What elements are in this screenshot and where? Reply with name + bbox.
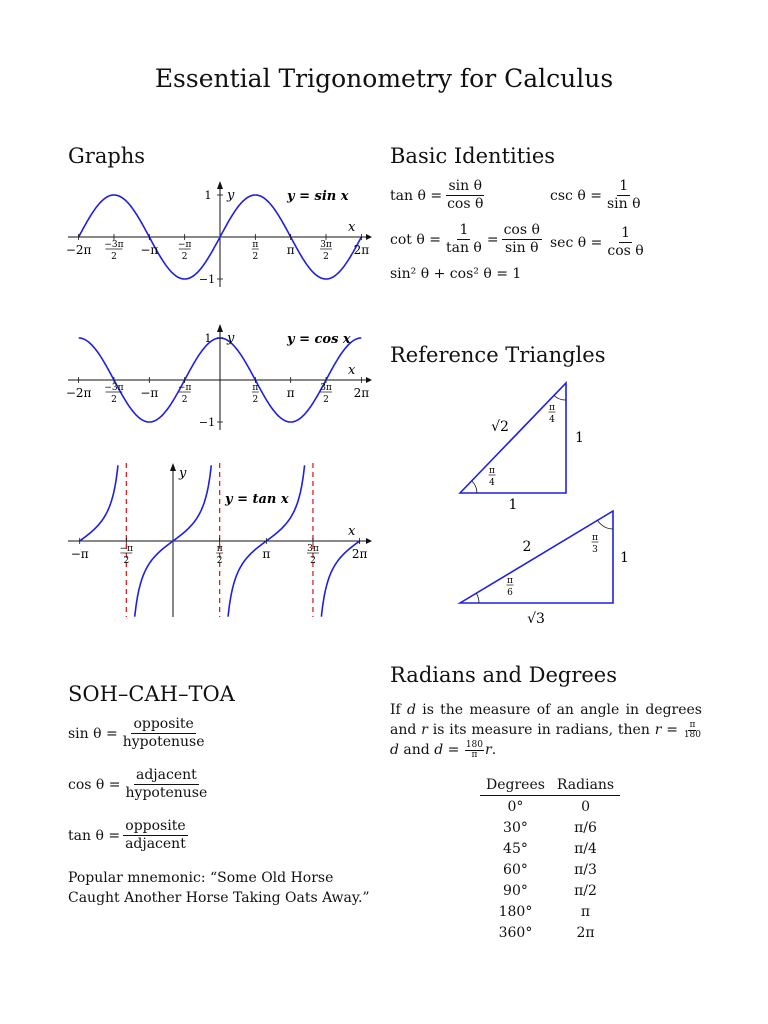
triangle-30-bottom-arc [476, 593, 479, 603]
conversion-table-wrap [480, 775, 620, 943]
triangle-45-45-90 [440, 375, 640, 513]
sin-y-var: y [227, 188, 235, 203]
angle-label [507, 576, 514, 598]
triangle-45-base: 1 [508, 497, 518, 513]
cot-num1: 1 [459, 222, 469, 238]
table-row [480, 859, 620, 880]
angle-label [592, 533, 599, 555]
triangle-30-bottom-angle [507, 576, 514, 598]
cos-tick-label-text: −π [140, 386, 159, 400]
sin-tick-label-text: π [286, 243, 295, 257]
soh-sin [68, 716, 209, 751]
cot-identity [390, 222, 545, 257]
triangle-45-bottom-arc [472, 481, 477, 493]
csc-num: 1 [619, 178, 629, 194]
sin-y-bottom-label: −1 [198, 273, 216, 286]
cos-tick-label-den: 2 [111, 395, 117, 405]
table-row [480, 922, 620, 943]
rad-formula-d: d [390, 742, 399, 758]
cos-tick-label [354, 386, 370, 400]
sin-tick-label-den: 2 [111, 252, 117, 262]
tangent-graph [60, 455, 380, 620]
tan-curve [80, 465, 118, 541]
page-title: Essential Trigonometry for Calculus [154, 64, 614, 93]
conversion-table [480, 775, 620, 943]
cos-tick-label [140, 386, 158, 400]
triangle-45-top-arc [554, 396, 566, 401]
sin-tick-label-den: 2 [252, 252, 259, 262]
angle-label-num: π [489, 466, 495, 476]
sin-function-label: y = sin x [287, 189, 349, 204]
degrees-cell: 90° [503, 882, 528, 899]
csc-lhs: csc θ = [550, 187, 602, 204]
tan-tick-label-den: 2 [310, 556, 316, 566]
soh-cos-lhs: cos θ = [68, 776, 121, 793]
sin-tick-label-num: −π [177, 240, 192, 250]
cos-tick-label-text: −2π [65, 386, 92, 400]
radians-cell: π/3 [574, 861, 597, 878]
triangle-30-vertical: 1 [620, 550, 629, 566]
triangle-30-shape [460, 511, 613, 603]
soh-cos [68, 767, 212, 802]
tan-tick-label-num: π [216, 544, 223, 554]
table-row [480, 796, 620, 818]
sin-tick-label-text: 2π [353, 243, 370, 257]
cos-tick-label-num: π [252, 383, 259, 393]
cot-eq: = [486, 231, 499, 248]
triangle-45-bottom-angle [489, 466, 496, 488]
degrees-cell: 0° [507, 798, 524, 815]
triangle-30-base: √3 [527, 611, 545, 627]
tan-lhs: tan θ = [390, 187, 443, 204]
cot-den2: sin θ [504, 240, 539, 256]
tan-function-label: y = tan x [225, 492, 289, 507]
angle-label [489, 466, 496, 488]
radians-cell: 0 [581, 798, 590, 815]
tan-x-arrow [366, 538, 372, 544]
table-row [480, 838, 620, 859]
sin-tick-label [252, 240, 259, 262]
degrees-cell: 45° [503, 840, 528, 857]
tan-tick-label-num: 3π [307, 544, 319, 554]
sin-tick-label [66, 243, 92, 257]
triangle-45-vertical: 1 [575, 430, 584, 446]
cos-y-bottom-label: −1 [198, 416, 216, 429]
tan-num: sin θ [448, 178, 483, 194]
soh-tan-lhs: tan θ = [68, 827, 121, 844]
sin-tick-label [140, 243, 158, 257]
soh-sin-num: opposite [133, 716, 194, 732]
soh-tan-den: adjacent [125, 836, 186, 852]
rad-text-3: is its measure in radians, then [427, 722, 655, 738]
rad-frac1-den: 180 [683, 729, 701, 740]
col-radians: Radians [551, 775, 620, 796]
radians-cell: π/4 [574, 840, 597, 857]
angle-label [549, 403, 556, 425]
radians-cell: π/2 [574, 882, 597, 899]
sec-den: cos θ [607, 243, 644, 259]
radians-cell: π/6 [574, 819, 597, 836]
sec-num: 1 [621, 225, 630, 241]
tan-den: cos θ [447, 196, 484, 212]
sin-y-top-label: 1 [204, 189, 212, 202]
tan-y-arrow [170, 463, 176, 471]
rad-formula-d2: d [434, 742, 444, 758]
cos-tick-label-num: −3π [104, 383, 124, 393]
angle-label-den: 4 [489, 478, 495, 488]
sin-x-arrow [366, 234, 372, 240]
csc-den: sin θ [606, 196, 641, 212]
cos-tick-label-den: 2 [252, 395, 259, 405]
tan-tick-label [262, 547, 270, 561]
soh-heading: SOH–CAH–TOA [68, 682, 235, 706]
angle-label-num: π [507, 576, 513, 586]
cot-lhs: cot θ = [390, 231, 441, 248]
soh-cos-num: adjacent [136, 767, 197, 783]
sin-tick-label-text: −π [140, 243, 159, 257]
rad-formula-r2: r [485, 742, 492, 758]
cos-tick-label-den: 2 [181, 395, 188, 405]
soh-sin-lhs: sin θ = [68, 725, 118, 742]
tan-tick-label-text: −π [70, 547, 89, 561]
cos-y-top-label: 1 [204, 332, 212, 345]
table-row [480, 901, 620, 922]
col-degrees: Degrees [480, 775, 551, 796]
graphs-heading: Graphs [68, 144, 146, 168]
cos-x-arrow [366, 377, 372, 383]
rad-frac1-num: π [689, 719, 696, 730]
triangle-45-shape [460, 383, 566, 493]
cos-tick-label [320, 383, 332, 405]
sin-tick-label-den: 2 [323, 252, 329, 262]
radians-paragraph [390, 700, 702, 760]
tan-tick-label-text: 2π [351, 547, 368, 561]
cosine-graph [60, 318, 380, 438]
sine-graph [60, 175, 380, 295]
soh-cos-den: hypotenuse [125, 785, 208, 801]
rad-eq-1: = [661, 722, 683, 738]
sin-tick-label [354, 243, 370, 257]
sin-tick-label-num: 3π [320, 240, 332, 250]
triangle-30-hyp: 2 [522, 539, 532, 555]
sec-identity [550, 225, 649, 260]
sin-tick-label-num: π [252, 240, 259, 250]
rad-frac2-num: 180 [465, 739, 483, 750]
tan-tick-label-num: −π [119, 544, 134, 554]
soh-tan-num: opposite [125, 818, 186, 834]
degrees-cell: 60° [503, 861, 528, 878]
mnemonic: Popular mnemonic: “Some Old Horse Caught Another Horse Taking Oats Away.” [68, 870, 370, 906]
rad-eq-2: = [443, 742, 464, 758]
tan-tick-label [352, 547, 368, 561]
tan-identity [390, 178, 488, 213]
sin-tick-label [104, 240, 123, 262]
triangle-45-top-angle [549, 403, 556, 425]
identities-heading: Basic Identities [390, 144, 556, 168]
triangles-heading: Reference Triangles [390, 343, 606, 367]
rad-text-4: and [398, 742, 435, 758]
cos-y-var: y [227, 331, 235, 346]
tan-x-var: x [348, 524, 356, 539]
radians-cell: π [580, 903, 591, 920]
rad-frac2-den: π [471, 749, 478, 760]
degrees-cell: 180° [498, 903, 533, 920]
rad-var-r: r [421, 722, 428, 738]
angle-label-num: π [549, 403, 555, 413]
triangle-45-hyp: √2 [491, 419, 509, 435]
csc-identity [550, 178, 646, 213]
cos-y-arrow [217, 324, 223, 332]
tan-y-var: y [179, 466, 187, 481]
sin-y-arrow [217, 181, 223, 189]
cos-tick-label-num: −π [177, 383, 192, 393]
tan-tick-label-den: 2 [216, 556, 223, 566]
radians-cell: 2π [576, 924, 595, 941]
cos-function-label: y = cos x [287, 332, 351, 347]
table-row [480, 817, 620, 838]
rad-text-2: is the measure of an angle in degrees and [390, 702, 702, 738]
rad-text-5: . [491, 742, 497, 758]
rad-var-d: d [406, 702, 416, 718]
sin-tick-label-num: −3π [104, 240, 124, 250]
rad-formula-r: r [654, 722, 662, 738]
rad-text-1: If [390, 702, 407, 718]
triangle-30-60-90 [440, 503, 640, 628]
cos-tick-label [252, 383, 259, 405]
angle-label-num: π [592, 533, 598, 543]
radians-heading: Radians and Degrees [390, 663, 618, 687]
triangle-30-top-angle [592, 533, 599, 555]
cos-tick-label-text: π [286, 386, 295, 400]
sin-tick-label-den: 2 [181, 252, 188, 262]
tan-tick-label [71, 547, 89, 561]
tan-tick-label-text: π [262, 547, 271, 561]
pythagorean-identity: sin² θ + cos² θ = 1 [390, 266, 522, 282]
cot-den1: tan θ [445, 240, 482, 256]
cos-tick-label-den: 2 [323, 395, 329, 405]
degrees-cell: 30° [503, 819, 528, 836]
angle-label-den: 4 [549, 415, 555, 425]
angle-label-den: 6 [507, 588, 513, 598]
sin-tick-label [178, 240, 192, 262]
cot-num2: cos θ [503, 222, 540, 238]
cos-x-var: x [348, 363, 356, 378]
sin-tick-label-text: −2π [65, 243, 92, 257]
tan-tick-label-den: 2 [123, 556, 130, 566]
cos-tick-label-num: 3π [320, 383, 332, 393]
table-row [480, 880, 620, 901]
sin-tick-label [287, 243, 295, 257]
cos-tick-label [66, 386, 92, 400]
cos-tick-label-text: 2π [353, 386, 370, 400]
cos-tick-label [178, 383, 192, 405]
sec-lhs: sec θ = [550, 234, 603, 251]
triangle-30-top-arc [598, 520, 613, 529]
soh-sin-den: hypotenuse [122, 734, 205, 750]
soh-tan [68, 818, 191, 853]
angle-label-den: 3 [592, 545, 598, 555]
sin-tick-label [320, 240, 332, 262]
sin-x-var: x [348, 220, 356, 235]
degrees-cell: 360° [498, 924, 533, 941]
cos-tick-label [287, 386, 295, 400]
